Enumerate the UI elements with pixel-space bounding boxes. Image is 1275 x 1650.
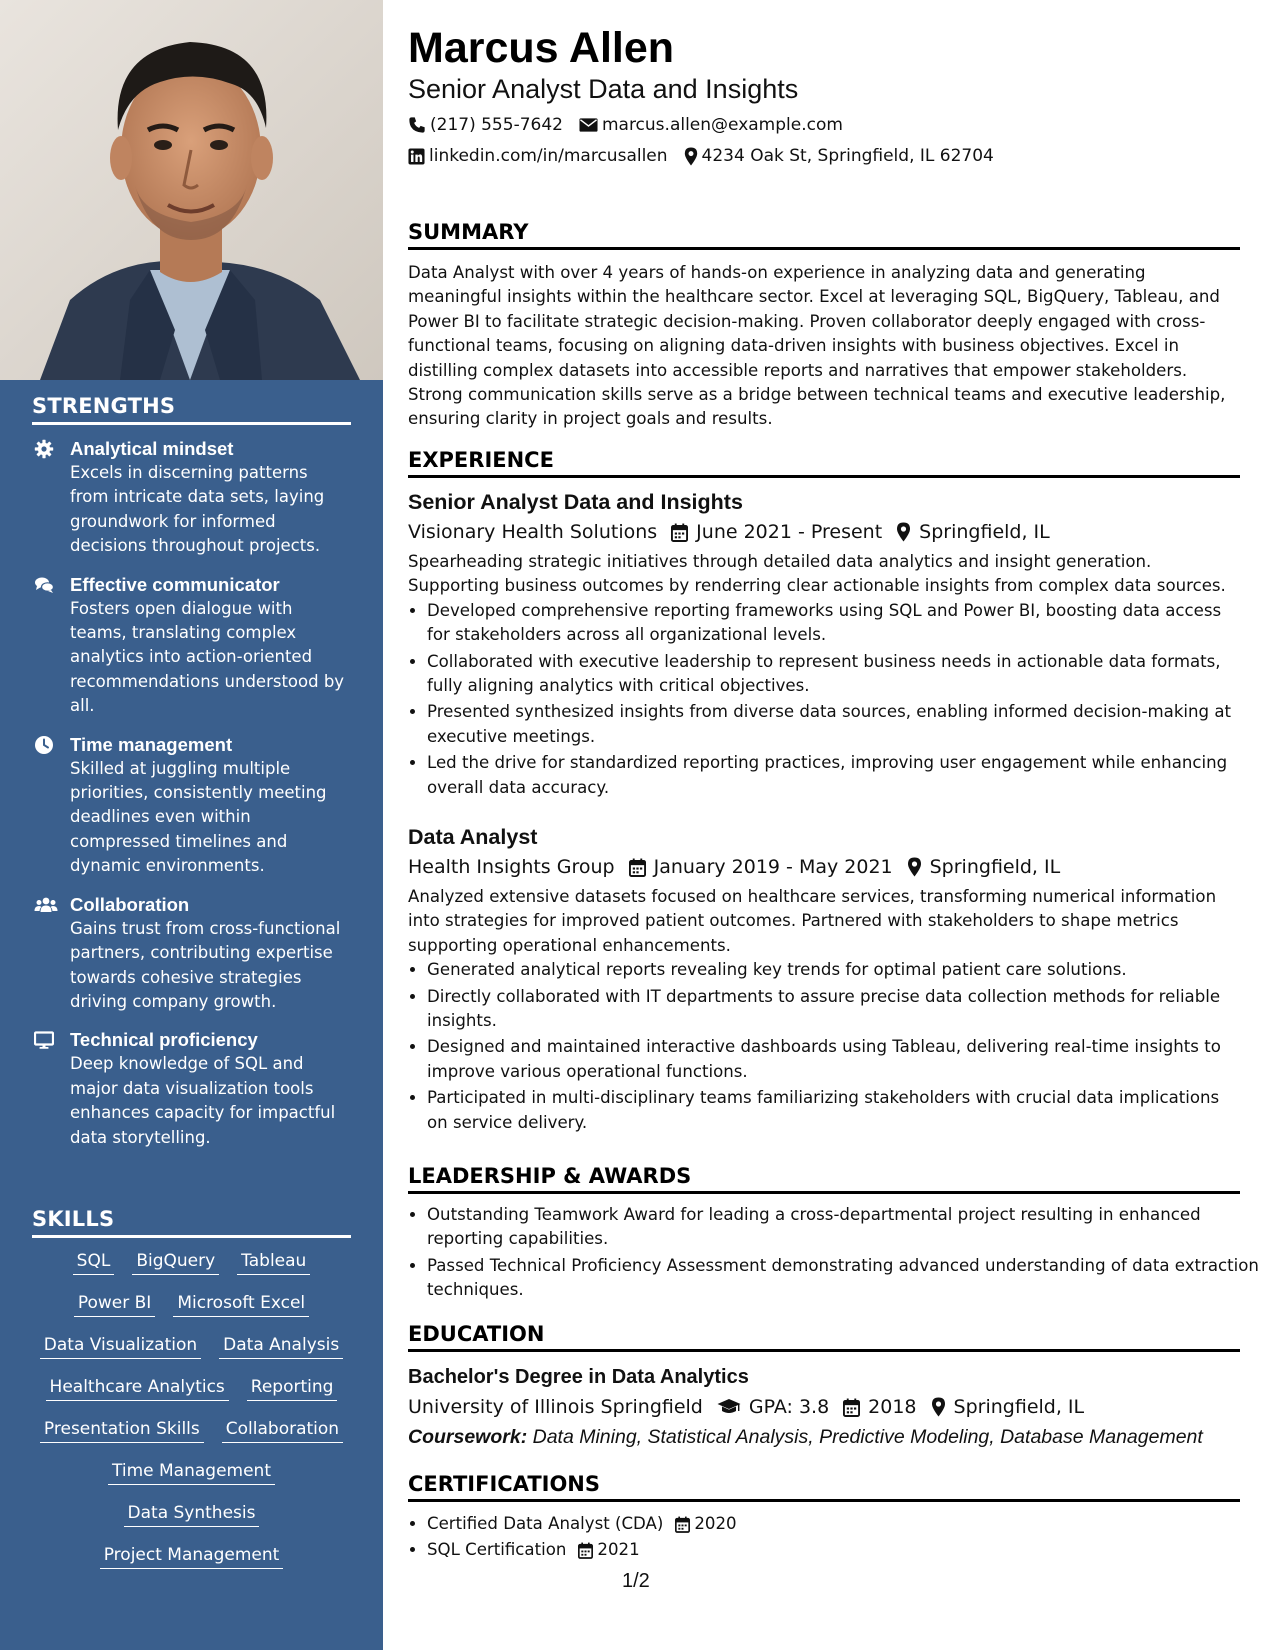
skill-tag: Microsoft Excel xyxy=(173,1292,309,1317)
graduation-year xyxy=(843,1393,916,1421)
monitor-icon xyxy=(34,1030,54,1050)
experience-heading: EXPERIENCE xyxy=(408,448,1240,478)
job-meta xyxy=(408,518,1240,546)
skill-tag: Data Visualization xyxy=(40,1334,201,1359)
users-icon xyxy=(34,895,58,915)
strength-title: Effective communicator xyxy=(70,573,280,595)
job-bullet: • Designed and maintained interactive dashboards using Tableau, delivering real-time insights to improve various operational functions. xyxy=(427,1035,1240,1084)
skills-list xyxy=(32,1250,351,1569)
coursework xyxy=(408,1423,1240,1451)
certifications-heading: CERTIFICATIONS xyxy=(408,1472,1240,1502)
strengths-heading: STRENGTHS xyxy=(32,394,351,425)
calendar-icon xyxy=(578,1542,593,1559)
gpa-text: GPA: 3.8 xyxy=(748,1396,830,1418)
job-bullet: • Presented synthesized insights from diverse data sources, enabling informed decision-making at executive meetings. xyxy=(427,700,1240,749)
clock-icon xyxy=(34,735,54,755)
job-dates-text: January 2019 - May 2021 xyxy=(653,856,893,878)
job-bullets xyxy=(408,958,1240,1135)
phone-text: (217) 555-7642 xyxy=(430,115,563,135)
school: University of Illinois Springfield xyxy=(408,1396,703,1418)
job-meta xyxy=(408,853,1240,881)
email-text: marcus.allen@example.com xyxy=(601,115,843,135)
job-bullet: • Collaborated with executive leadership to represent business needs in actionable data formats, fully aligning analytics with critical objectives. xyxy=(427,650,1240,699)
strength-title: Collaboration xyxy=(70,893,190,915)
leadership-list xyxy=(408,1203,1259,1305)
skill-tag: Project Management xyxy=(100,1544,284,1569)
job-description: Spearheading strategic initiatives through detailed data analytics and insight generation. Supporting business outcomes by renderring clear actionable insights from complex data sources. xyxy=(408,552,1226,596)
skill-tag: SQL xyxy=(73,1250,115,1275)
award-item: • Passed Technical Proficiency Assessment demonstrating advanced understanding of data extraction techniques. xyxy=(427,1254,1259,1303)
sidebar xyxy=(0,0,383,1650)
contact-row-2 xyxy=(408,145,1010,167)
skill-tag: Healthcare Analytics xyxy=(46,1376,229,1401)
map-pin-icon xyxy=(907,857,922,877)
strength-item xyxy=(32,573,351,719)
skill-tag: Time Management xyxy=(108,1460,275,1485)
certifications-list xyxy=(408,1512,1259,1565)
summary-text: Data Analyst with over 4 years of hands-on experience in analyzing data and generating meaningful insights within the healthcare sector. Excel at leveraging SQL, BigQuery, Tableau, and Power BI to facilitate strategic decision-making. Proven collaborator deeply engaged with cross-functional teams, focusing on aligning data-driven insights with business objectives. Excel in distilling complex datasets into accessible reports and narratives that empower stakeholders. Strong communication skills serve as a bridge between technical teams and executive leadership, ensuring clarity in project goals and results. xyxy=(408,263,1226,429)
summary-heading: SUMMARY xyxy=(408,220,1240,250)
certification-year: 2020 xyxy=(694,1514,737,1533)
profile-photo xyxy=(0,0,383,380)
job-dates-text: June 2021 - Present xyxy=(696,521,883,543)
certification-item xyxy=(427,1512,1259,1536)
skill-tag: Tableau xyxy=(237,1250,310,1275)
education-entry xyxy=(408,1363,1240,1451)
graduation-cap-icon xyxy=(717,1398,741,1416)
skill-tag: Power BI xyxy=(74,1292,155,1317)
coursework-text: Data Mining, Statistical Analysis, Predictive Modeling, Database Management xyxy=(532,1426,1203,1448)
candidate-name: Marcus Allen xyxy=(408,24,675,72)
calendar-icon xyxy=(671,523,688,542)
job-role: Senior Analyst Data and Insights xyxy=(408,490,743,514)
phone-icon xyxy=(408,116,426,134)
education-meta xyxy=(408,1393,1240,1421)
phone-contact xyxy=(408,114,563,136)
strength-title: Analytical mindset xyxy=(70,438,234,459)
strengths-section xyxy=(32,394,351,1150)
job-description: Analyzed extensive datasets focused on healthcare services, transforming numerical information into strategies for improved patient outcomes. Partnered with stakeholders to shape metrics supporting operational enhancements. xyxy=(408,887,1217,955)
certification-year: 2021 xyxy=(597,1540,640,1560)
skills-section xyxy=(32,1207,351,1569)
map-pin-icon xyxy=(684,147,698,166)
job-location xyxy=(907,853,1061,881)
strength-title: Technical proficiency xyxy=(70,1029,258,1051)
job-bullet: • Led the drive for standardized reporting practices, improving user engagement while enhancing overall data accuracy. xyxy=(427,751,1240,800)
strength-item xyxy=(32,1028,351,1150)
skill-tag: Collaboration xyxy=(222,1418,343,1443)
job-bullet: • Generated analytical reports revealing key trends for optimal patient care solutions. xyxy=(427,958,1240,982)
gpa xyxy=(717,1393,829,1421)
skills-heading: SKILLS xyxy=(32,1207,351,1238)
job-bullet: • Participated in multi-disciplinary teams familiarizing stakeholders with crucial data implications on service delivery. xyxy=(427,1086,1240,1135)
map-pin-icon xyxy=(896,522,911,542)
job-dates xyxy=(629,853,893,881)
job-entry xyxy=(408,488,1240,802)
skill-tag: Presentation Skills xyxy=(40,1418,204,1443)
strength-desc: Skilled at juggling multiple priorities, consistently meeting deadlines even within compressed timelines and dynamic environments. xyxy=(70,758,327,876)
calendar-icon xyxy=(675,1516,690,1533)
calendar-icon xyxy=(843,1398,860,1417)
job-location-text: Springfield, IL xyxy=(929,856,1061,878)
job-dates xyxy=(671,518,882,546)
envelope-icon xyxy=(579,117,598,133)
certification-item xyxy=(427,1538,1259,1562)
degree: Bachelor's Degree in Data Analytics xyxy=(408,1366,749,1388)
leadership-heading: LEADERSHIP & AWARDS xyxy=(408,1164,1240,1194)
award-item: • Outstanding Teamwork Award for leading a cross-departmental project resulting in enhanced reporting capabilities. xyxy=(427,1203,1259,1252)
strength-item xyxy=(32,437,351,559)
education-heading: EDUCATION xyxy=(408,1322,1240,1352)
education-location xyxy=(931,1393,1085,1421)
job-location-text: Springfield, IL xyxy=(919,521,1050,543)
gear-icon xyxy=(34,439,54,459)
candidate-title: Senior Analyst Data and Insights xyxy=(408,74,799,104)
certification-name: • Certified Data Analyst (CDA) xyxy=(427,1514,664,1533)
skill-tag: Reporting xyxy=(247,1376,338,1401)
job-location xyxy=(896,518,1050,546)
skill-tag: Data Synthesis xyxy=(124,1502,260,1527)
skill-tag: BigQuery xyxy=(132,1250,219,1275)
education-location-text: Springfield, IL xyxy=(953,1396,1085,1418)
strength-desc: Gains trust from cross-functional partners, contributing expertise towards cohesive strategies driving company growth. xyxy=(70,918,341,1011)
strength-desc: Excels in discerning patterns from intricate data sets, laying groundwork for informed decisions throughout projects. xyxy=(70,463,325,556)
linkedin-icon xyxy=(408,148,425,165)
skill-tag: Data Analysis xyxy=(219,1334,343,1359)
address-text: 4234 Oak St, Springfield, IL 62704 xyxy=(701,146,994,166)
email-contact xyxy=(579,114,843,136)
coursework-label: Coursework: xyxy=(408,1426,528,1448)
year-text: 2018 xyxy=(868,1396,917,1418)
job-bullet: • Developed comprehensive reporting frameworks using SQL and Power BI, boosting data access for stakeholders across all organizational levels. xyxy=(427,599,1240,648)
job-bullets xyxy=(408,599,1240,800)
strength-item xyxy=(32,893,351,1015)
certification-name: • SQL Certification xyxy=(427,1540,567,1560)
linkedin-text: linkedin.com/in/marcusallen xyxy=(429,146,668,166)
job-bullet: • Directly collaborated with IT departments to assure precise data collection methods for reliable insights. xyxy=(427,985,1240,1034)
strength-desc: Deep knowledge of SQL and major data visualization tools enhances capacity for impactful data storytelling. xyxy=(70,1054,336,1147)
job-company: Visionary Health Solutions xyxy=(408,521,658,543)
job-company: Health Insights Group xyxy=(408,856,615,878)
contact-row-1 xyxy=(408,114,859,136)
page-number: 1/2 xyxy=(622,1570,650,1592)
calendar-icon xyxy=(629,858,646,877)
job-role: Data Analyst xyxy=(408,825,538,849)
strength-title: Time management xyxy=(70,733,233,755)
strength-desc: Fosters open dialogue with teams, translating complex analytics into action-oriented recommendations understood by all. xyxy=(70,598,345,716)
map-pin-icon xyxy=(931,1397,946,1417)
strength-item xyxy=(32,733,351,879)
linkedin-contact xyxy=(408,145,668,167)
job-entry xyxy=(408,823,1240,1137)
chat-icon xyxy=(34,575,54,595)
address-contact xyxy=(684,145,994,167)
